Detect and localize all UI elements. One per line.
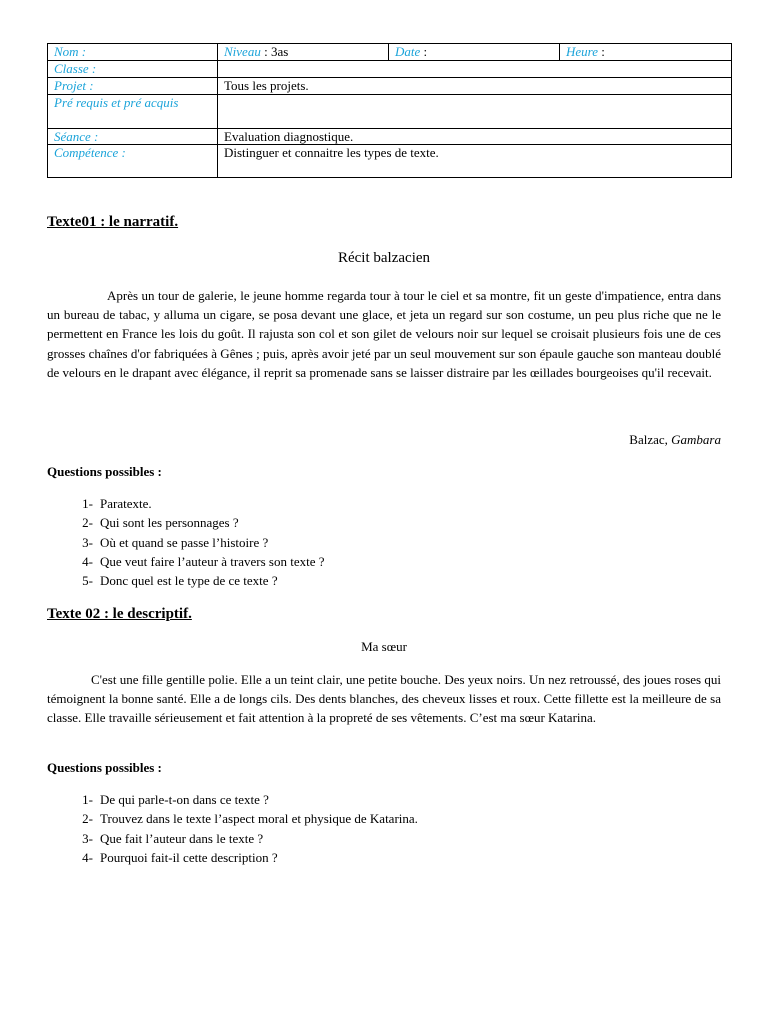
list-item [47, 552, 325, 571]
prerequis-label: Pré requis et pré acquis [54, 95, 179, 110]
author-name: Balzac, [629, 432, 672, 447]
texte1-questions-title: Questions possibles : [47, 464, 162, 479]
prerequis-cell [48, 95, 218, 129]
texte2-paragraph-text: C'est une fille gentille polie. Elle a un teint clair, une petite bouche. Des yeux noirs. Un nez retroussé, des joues roses qui témoignent la bonne santé. Elle a de longs cils. Des dents blanches, des cheveux lisses et roux. Cette fillette est la meilleure de sa classe. Elle travaille sérieusement et fait attention à la propreté de ses vêtements. C’est ma sœur Katarina. [47, 672, 721, 726]
question-number: 2- [82, 515, 93, 531]
nom-cell [48, 44, 218, 61]
competence-label: Compétence : [54, 145, 126, 160]
date-value: : [420, 44, 428, 59]
table-row [48, 129, 732, 145]
texte1-heading: Texte01 : le narratif. [47, 214, 179, 230]
classe-value-cell [218, 61, 732, 78]
list-item [47, 848, 418, 867]
texte1-paragraph-text: Après un tour de galerie, le jeune homme regarda tour à tour le ciel et sa montre, fit un geste d'impatience, entra dans un bureau de tabac, y alluma un cigare, se posa devant une glace, et jeta un regard sur son costume, un peu plus riche que ne le permettent en France les lois du goût. Il rajusta son col et son gilet de velours noir sur lequel se croisait plusieurs fois une de ces grosses chaînes d'or fabriquées à Gênes ; puis, après avoir jeté par un seul mouvement sur son épaule gauche son manteau doublé de velours en le drapant avec élégance, il reprit sa promenade sans se laisser distraire par les œillades bourgeoises qu'il recevait. [47, 288, 721, 380]
question-text: Que veut faire l’auteur à travers son texte ? [100, 553, 325, 569]
nom-label: Nom : [54, 44, 87, 59]
list-item [47, 571, 325, 590]
question-number: 4- [82, 849, 93, 865]
question-text: De qui parle-t-on dans ce texte ? [100, 792, 269, 807]
date-label: Date [395, 44, 421, 59]
seance-cell [48, 129, 218, 145]
list-item [47, 829, 418, 848]
question-text: Donc quel est le type de ce texte ? [100, 573, 278, 589]
question-text: Trouvez dans le texte l’aspect moral et physique de Katarina. [100, 811, 418, 827]
list-item [47, 513, 325, 532]
prerequis-value-cell [218, 95, 732, 129]
question-text: Paratexte. [100, 496, 152, 511]
competence-value: Distinguer et connaitre les types de texte. [218, 145, 732, 178]
question-number: 5- [82, 573, 93, 589]
date-cell [389, 44, 560, 61]
texte1-citation [47, 432, 721, 448]
texte1-title: Récit balzacien [337, 250, 431, 266]
list-item [47, 494, 325, 513]
heure-label: Heure [566, 44, 599, 59]
classe-label: Classe : [54, 61, 97, 76]
question-number: 1- [82, 496, 93, 511]
question-number: 2- [82, 811, 93, 827]
table-row [48, 95, 732, 129]
table-row [48, 78, 732, 95]
question-text: Que fait l’auteur dans le texte ? [100, 830, 264, 846]
list-item [47, 790, 418, 809]
texte1-questions-list [47, 494, 325, 590]
classe-cell [48, 61, 218, 78]
table-row [48, 145, 732, 178]
question-number: 1- [82, 792, 93, 807]
question-number: 4- [82, 553, 93, 569]
table-row [48, 61, 732, 78]
texte1-paragraph [47, 286, 721, 382]
projet-label: Projet : [54, 78, 94, 93]
list-item [47, 809, 418, 828]
texte2-heading: Texte 02 : le descriptif. [47, 606, 192, 622]
texte2-title: Ma sœur [361, 639, 407, 654]
question-number: 3- [82, 534, 93, 550]
question-text: Où et quand se passe l’histoire ? [100, 534, 269, 550]
heure-value: : [598, 44, 605, 59]
texte2-questions-list [47, 790, 418, 867]
question-text: Qui sont les personnages ? [100, 515, 239, 531]
niveau-value: : 3as [260, 44, 289, 59]
projet-value: Tous les projets. [218, 78, 732, 95]
heure-cell [560, 44, 732, 61]
texte2-paragraph [47, 670, 721, 728]
competence-cell [48, 145, 218, 178]
niveau-cell [218, 44, 389, 61]
niveau-label: Niveau [224, 44, 261, 59]
seance-label: Séance : [54, 129, 99, 144]
list-item [47, 533, 325, 552]
table-row [48, 44, 732, 61]
header-info-table [47, 43, 732, 178]
seance-value: Evaluation diagnostique. [218, 129, 732, 145]
texte2-questions-title: Questions possibles : [47, 760, 162, 775]
question-text: Pourquoi fait-il cette description ? [100, 849, 278, 865]
work-title: Gambara [671, 432, 721, 447]
projet-cell [48, 78, 218, 95]
question-number: 3- [82, 830, 93, 846]
